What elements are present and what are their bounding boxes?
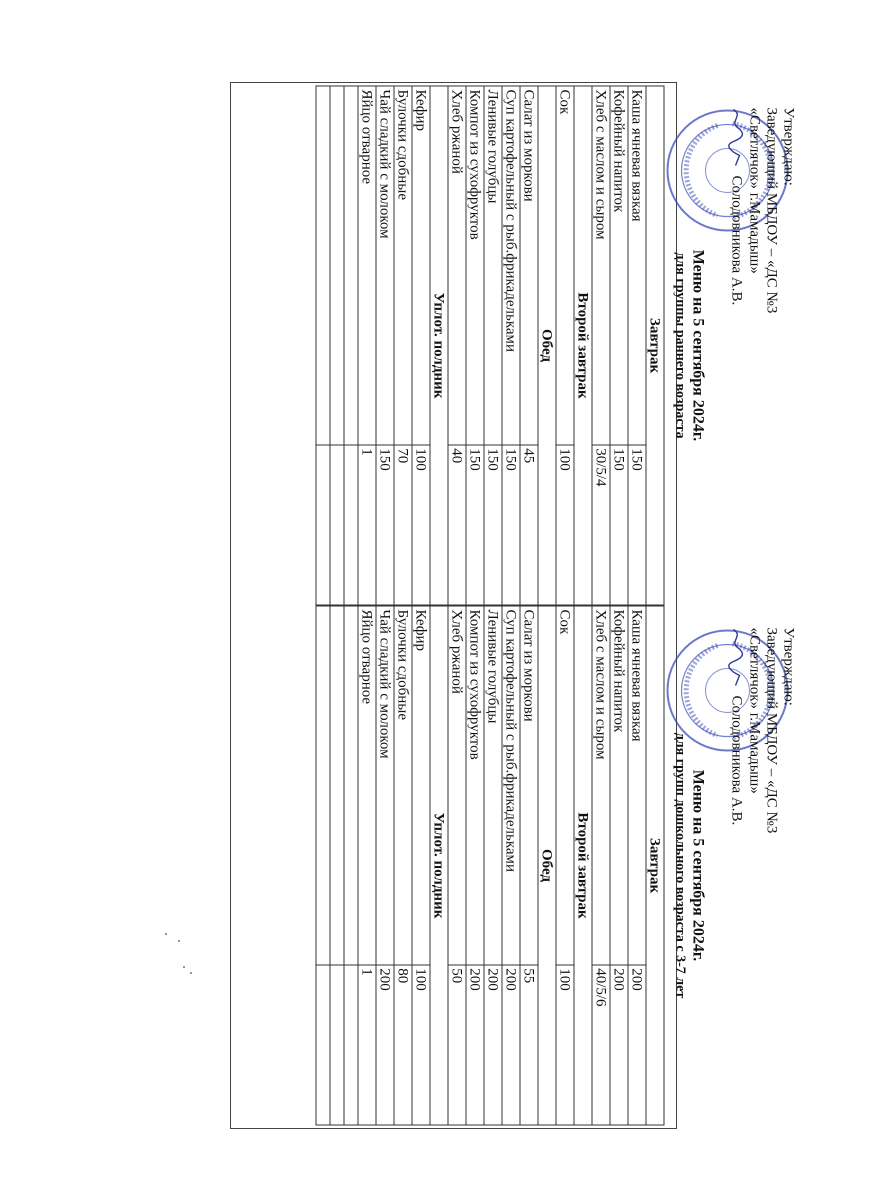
menu-preschool bbox=[0, 606, 873, 1126]
dish-name: Сок bbox=[556, 606, 574, 965]
menu-title bbox=[672, 606, 708, 1126]
dish-quantity: 100 bbox=[556, 445, 574, 605]
signature-row bbox=[728, 108, 746, 468]
section-heading: Обед bbox=[538, 86, 556, 605]
dish-name: Суп картофельный с рыб.фрикадельками bbox=[502, 86, 520, 445]
dish-name: Чай сладкий с молоком bbox=[376, 606, 394, 965]
section-row bbox=[538, 606, 556, 1125]
dish-quantity: 30/5/4 bbox=[592, 445, 610, 605]
empty-row bbox=[316, 86, 330, 605]
dish-name: Хлеб с маслом и сыром bbox=[592, 606, 610, 965]
dish-quantity: 200 bbox=[502, 965, 520, 1125]
signature-icon bbox=[728, 628, 746, 688]
dish-quantity: 40 bbox=[448, 445, 466, 605]
empty-cell bbox=[316, 606, 330, 965]
dish-quantity: 150 bbox=[628, 445, 646, 605]
empty-row bbox=[330, 606, 344, 1125]
table-row bbox=[358, 606, 376, 1125]
menu-early-age bbox=[0, 86, 873, 606]
table-row bbox=[592, 86, 610, 605]
table-row bbox=[520, 86, 538, 605]
dish-quantity: 150 bbox=[466, 445, 484, 605]
dish-name: Кофейный напиток bbox=[610, 606, 628, 965]
dish-name: Компот из сухофруктов bbox=[466, 86, 484, 445]
dish-name: Каша ячневая вязкая bbox=[628, 86, 646, 445]
approved-label: Утверждаю: bbox=[780, 627, 797, 706]
dish-name: Компот из сухофруктов bbox=[466, 606, 484, 965]
empty-cell bbox=[330, 445, 344, 605]
empty-cell bbox=[330, 965, 344, 1125]
dish-name: Кофейный напиток bbox=[610, 86, 628, 445]
table-row bbox=[448, 86, 466, 605]
menu-date: Меню на 5 сентября 2024г. bbox=[689, 769, 707, 962]
dish-quantity: 150 bbox=[502, 445, 520, 605]
dish-name: Хлеб ржаной bbox=[448, 606, 466, 965]
section-heading: Второй завтрак bbox=[574, 86, 592, 605]
dish-quantity: 100 bbox=[412, 965, 430, 1125]
table-row bbox=[394, 86, 412, 605]
menu-table bbox=[316, 606, 665, 1126]
table-row bbox=[556, 606, 574, 1125]
empty-cell bbox=[344, 86, 358, 445]
empty-row bbox=[344, 606, 358, 1125]
empty-row bbox=[316, 606, 330, 1125]
dish-name: Ленивые голубцы bbox=[484, 86, 502, 445]
table-row bbox=[448, 606, 466, 1125]
dish-quantity: 200 bbox=[376, 965, 394, 1125]
dish-quantity: 100 bbox=[556, 965, 574, 1125]
empty-cell bbox=[344, 606, 358, 965]
approval-block bbox=[728, 628, 797, 988]
empty-cell bbox=[330, 606, 344, 965]
dish-name: Сок bbox=[556, 86, 574, 445]
signer-name: Солодовникова А.В. bbox=[729, 175, 745, 306]
dish-name: Кефир bbox=[412, 86, 430, 445]
table-row bbox=[466, 606, 484, 1125]
dish-quantity: 150 bbox=[484, 445, 502, 605]
section-heading: Завтрак bbox=[646, 606, 664, 1125]
empty-row bbox=[344, 86, 358, 605]
table-row bbox=[502, 606, 520, 1125]
empty-cell bbox=[316, 86, 330, 445]
dish-name: Салат из моркови bbox=[520, 606, 538, 965]
signature-row bbox=[728, 628, 746, 988]
empty-cell bbox=[344, 965, 358, 1125]
section-row bbox=[646, 606, 664, 1125]
dish-name: Хлеб ржаной bbox=[448, 86, 466, 445]
section-row bbox=[646, 86, 664, 605]
menu-title bbox=[672, 86, 708, 606]
table-row bbox=[376, 606, 394, 1125]
dish-name: Ленивые голубцы bbox=[484, 606, 502, 965]
dish-name: Хлеб с маслом и сыром bbox=[592, 86, 610, 445]
section-heading: Второй завтрак bbox=[574, 606, 592, 1125]
head-position: Заведующий МБДОУ – «ДС №3 bbox=[763, 107, 780, 314]
table-row bbox=[610, 606, 628, 1125]
table-row bbox=[628, 606, 646, 1125]
empty-cell bbox=[344, 445, 358, 605]
scan-speck bbox=[183, 966, 185, 968]
table-row bbox=[484, 606, 502, 1125]
table-row bbox=[556, 86, 574, 605]
table-row bbox=[628, 86, 646, 605]
table-row bbox=[502, 86, 520, 605]
section-heading: Уплот. полдник bbox=[430, 86, 448, 605]
signer-name: Солодовникова А.В. bbox=[729, 695, 745, 826]
menu-group: для группы раннего возраста bbox=[672, 252, 688, 439]
dish-quantity: 40/5/6 bbox=[592, 965, 610, 1125]
table-row bbox=[592, 606, 610, 1125]
dish-quantity: 70 bbox=[394, 445, 412, 605]
scan-speck bbox=[178, 940, 180, 942]
dish-quantity: 150 bbox=[610, 445, 628, 605]
dish-quantity: 200 bbox=[610, 965, 628, 1125]
dish-quantity: 150 bbox=[376, 445, 394, 605]
empty-cell bbox=[316, 445, 330, 605]
dish-name: Салат из моркови bbox=[520, 86, 538, 445]
empty-row bbox=[330, 86, 344, 605]
table-row bbox=[610, 86, 628, 605]
dish-quantity: 200 bbox=[466, 965, 484, 1125]
dish-name: Булочки сдобные bbox=[394, 86, 412, 445]
menu-date: Меню на 5 сентября 2024г. bbox=[689, 249, 707, 442]
rotated-document bbox=[0, 1, 873, 1201]
menu-table bbox=[316, 86, 665, 606]
section-heading: Завтрак bbox=[646, 86, 664, 605]
dish-name: Суп картофельный с рыб.фрикадельками bbox=[502, 606, 520, 965]
dish-quantity: 80 bbox=[394, 965, 412, 1125]
dish-quantity: 200 bbox=[484, 965, 502, 1125]
organization-name: «Светлячок» г.Мамадыш» bbox=[746, 107, 763, 274]
dish-quantity: 200 bbox=[628, 965, 646, 1125]
dish-name: Булочки сдобные bbox=[394, 606, 412, 965]
table-row bbox=[466, 86, 484, 605]
table-row bbox=[412, 86, 430, 605]
empty-cell bbox=[330, 86, 344, 445]
dish-quantity: 1 bbox=[358, 965, 376, 1125]
dish-quantity: 100 bbox=[412, 445, 430, 605]
table-row bbox=[394, 606, 412, 1125]
section-row bbox=[430, 606, 448, 1125]
dish-name: Яйцо отварное bbox=[358, 606, 376, 965]
section-row bbox=[538, 86, 556, 605]
approval-block bbox=[728, 108, 797, 468]
dish-name: Яйцо отварное bbox=[358, 86, 376, 445]
dish-quantity: 1 bbox=[358, 445, 376, 605]
approved-label: Утверждаю: bbox=[780, 107, 797, 186]
signature-icon bbox=[728, 108, 746, 168]
table-row bbox=[376, 86, 394, 605]
dish-name: Чай сладкий с молоком bbox=[376, 86, 394, 445]
table-row bbox=[358, 86, 376, 605]
head-position: Заведующий МБДОУ – «ДС №3 bbox=[763, 627, 780, 834]
section-heading: Уплот. полдник bbox=[430, 606, 448, 1125]
empty-cell bbox=[316, 965, 330, 1125]
section-row bbox=[574, 86, 592, 605]
dish-quantity: 50 bbox=[448, 965, 466, 1125]
section-row bbox=[574, 606, 592, 1125]
dish-quantity: 55 bbox=[520, 965, 538, 1125]
menu-group: для групп дошкольного возраста с 3-7 лет bbox=[672, 732, 688, 999]
table-row bbox=[412, 606, 430, 1125]
organization-name: «Светлячок» г.Мамадыш» bbox=[746, 627, 763, 794]
table-row bbox=[520, 606, 538, 1125]
scan-speck bbox=[165, 933, 167, 935]
dish-name: Каша ячневая вязкая bbox=[628, 606, 646, 965]
dish-name: Кефир bbox=[412, 606, 430, 965]
section-heading: Обед bbox=[538, 606, 556, 1125]
section-row bbox=[430, 86, 448, 605]
scan-speck bbox=[190, 972, 192, 974]
dish-quantity: 45 bbox=[520, 445, 538, 605]
table-row bbox=[484, 86, 502, 605]
